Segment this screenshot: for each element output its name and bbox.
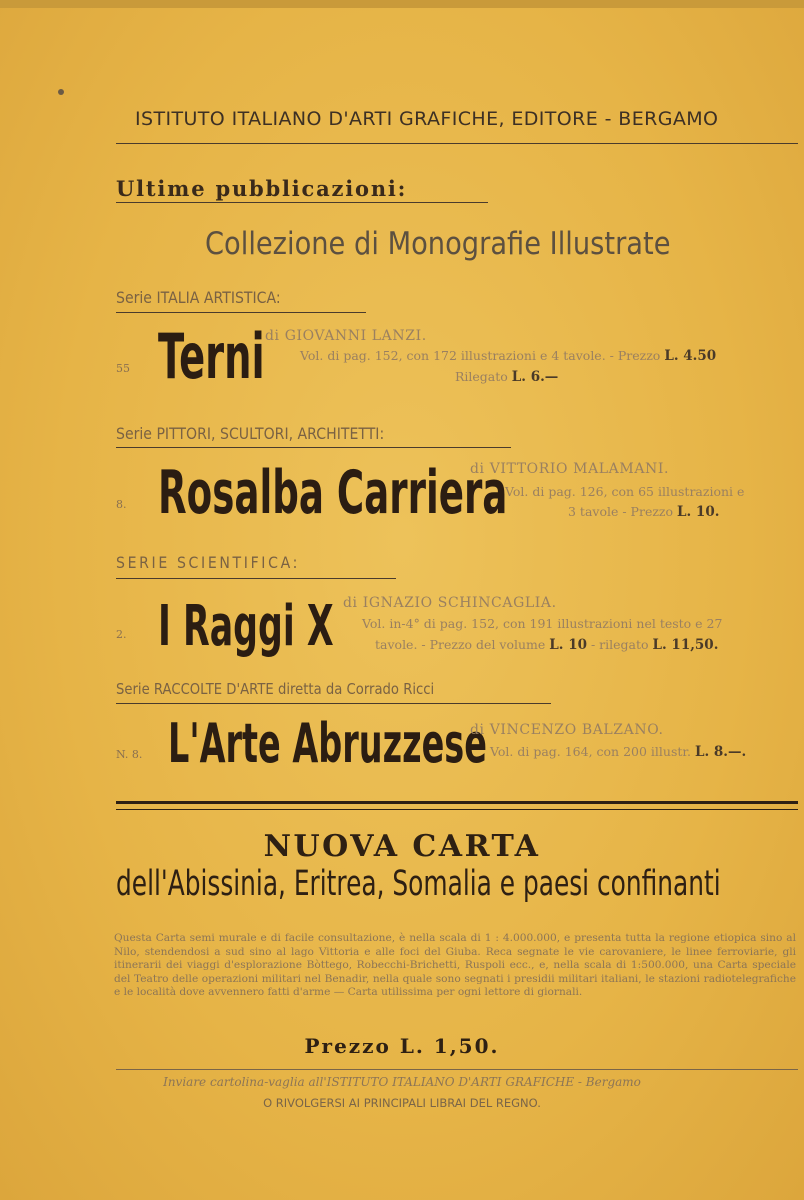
details-text: 3 tavole - Prezzo	[568, 504, 674, 519]
details-text: Vol. di pag. 152, con 172 illustrazioni e 4 tavole. - Prezzo	[300, 348, 661, 363]
book-author: di GIOVANNI LANZI.	[265, 328, 427, 344]
price: L. 4.50	[664, 348, 717, 364]
book-author: di VITTORIO MALAMANI.	[470, 461, 670, 477]
map-heading: NUOVA CARTA	[263, 829, 541, 864]
book-title: L'Arte Abruzzese	[168, 712, 487, 775]
details-text: Rilegato	[455, 369, 508, 384]
map-price: Prezzo L. 1,50.	[304, 1034, 500, 1058]
price: L. 8.—.	[694, 744, 747, 760]
map-subheading: dell'Abissinia, Eritrea, Somalia e paesi confinanti	[116, 864, 721, 904]
series-label: Serie PITTORI, SCULTORI, ARCHITETTI:	[116, 424, 385, 443]
series-underline	[116, 447, 511, 448]
book-number: 8.	[116, 498, 127, 511]
section-heading: Ultime pubblicazioni:	[116, 176, 408, 201]
book-details: Vol. in-4° di pag. 152, con 191 illustrazioni nel testo e 27	[362, 616, 723, 631]
book-details-bound	[455, 369, 558, 385]
book-details	[300, 348, 716, 364]
details-text: Vol. di pag. 164, con 200 illustr.	[490, 744, 691, 759]
series-underline	[116, 703, 551, 704]
book-title: Terni	[158, 320, 265, 393]
series-label: Serie ITALIA ARTISTICA:	[116, 288, 281, 307]
book-details-price	[375, 637, 718, 653]
series-label: SERIE SCIENTIFICA:	[116, 553, 300, 572]
booksellers-note: O RIVOLGERSI AI PRINCIPALI LIBRAI DEL REGNO.	[263, 1096, 541, 1110]
series-underline	[116, 578, 396, 579]
divider-thin	[116, 809, 798, 810]
collection-title: Collezione di Monografie Illustrate	[205, 226, 671, 262]
book-title: I Raggi X	[158, 594, 334, 659]
book-author: di VINCENZO BALZANO.	[470, 722, 664, 738]
order-instructions: Inviare cartolina-vaglia all'ISTITUTO ITALIANO D'ARTI GRAFICHE - Bergamo	[163, 1075, 641, 1089]
details-text: - rilegato	[590, 637, 649, 652]
header-rule	[116, 143, 798, 144]
book-details-price	[568, 504, 719, 520]
series-label: Serie RACCOLTE D'ARTE diretta da Corrado Ricci	[116, 680, 435, 698]
price: L. 10	[549, 637, 587, 653]
details-text: tavole. - Prezzo del volume	[375, 637, 546, 652]
book-details-price	[490, 744, 746, 760]
ink-dot	[58, 89, 64, 95]
footer-rule	[116, 1069, 798, 1070]
price: L. 10.	[677, 504, 720, 520]
book-details: Vol. di pag. 126, con 65 illustrazioni e	[505, 484, 745, 499]
map-description: Questa Carta semi murale e di facile consultazione, è nella scala di 1 : 4.000.000, e presenta tutta la regione etiopica sino al Nilo, stendendosi a sud sino al lago Vittoria e alle foci del Giuba. Reca segnate le vie carovaniere, le linee ferroviarie, gli itinerarii dei viaggi d'esplorazione Bòttego, Robecchi-Brichetti, Ruspoli ecc., e, nella scala di 1:500.000, una Carta speciale del Teatro delle operazioni militari nel Benadir, nella quale sono segnati i presidii militari italiani, le stazioni radiotelegrafiche e le località dove avvennero fatti d'arme — Carta utilissima per ogni lettore di giornali.	[114, 932, 796, 999]
price: L. 11,50.	[652, 637, 719, 653]
section-heading-underline	[116, 202, 488, 203]
book-number: 55	[116, 362, 130, 375]
publisher-header: ISTITUTO ITALIANO D'ARTI GRAFICHE, EDITORE - BERGAMO	[135, 108, 719, 130]
top-edge-strip	[0, 0, 804, 8]
book-author: di IGNAZIO SCHINCAGLIA.	[343, 595, 557, 611]
book-title: Rosalba Carriera	[158, 458, 508, 528]
book-number: N. 8.	[116, 748, 143, 761]
book-number: 2.	[116, 628, 127, 641]
price: L. 6.—	[511, 369, 559, 385]
divider-thick	[116, 801, 798, 804]
series-underline	[116, 312, 366, 313]
